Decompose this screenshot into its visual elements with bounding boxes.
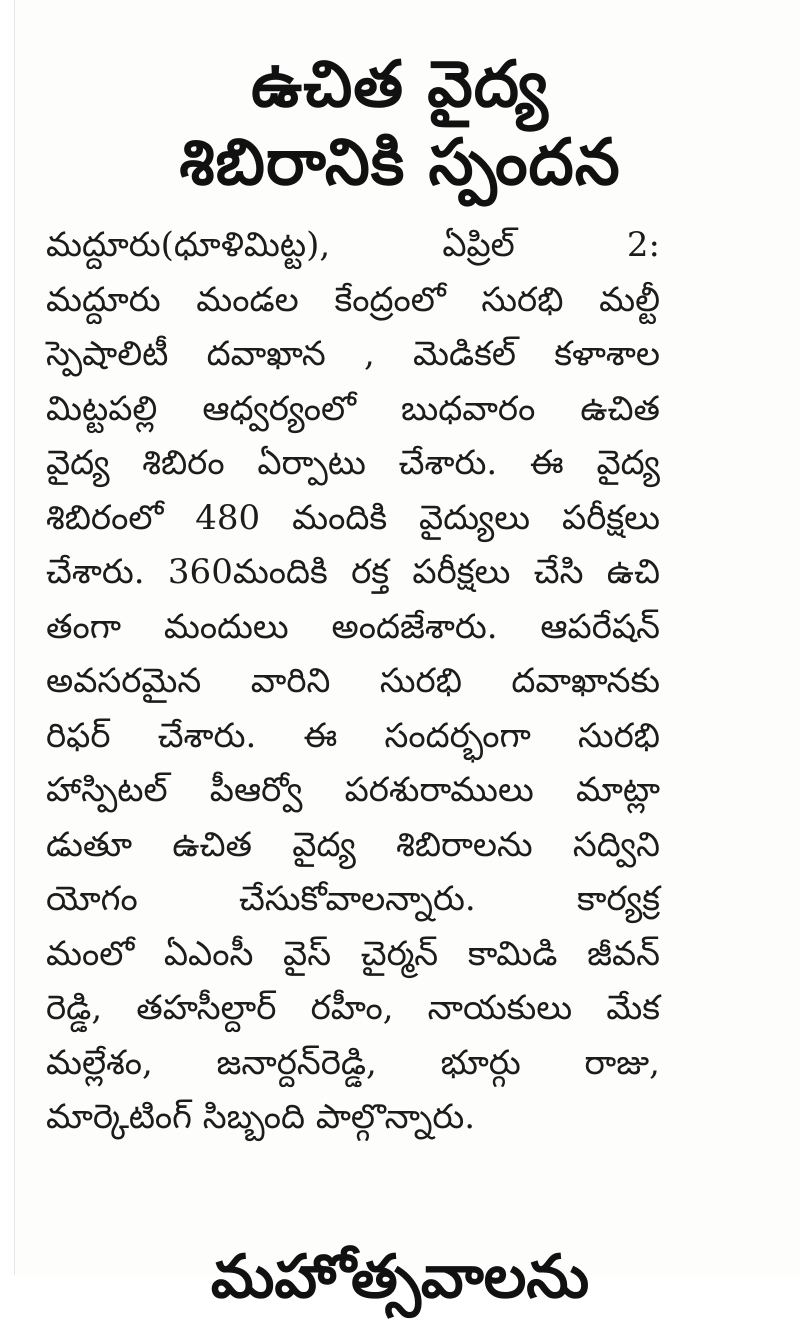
- body-line: చేశారు. 360మందికి రక్త పరీక్షలు చేసి ఉచి: [46, 552, 660, 592]
- body-line: మిట్టపల్లి ఆధ్వర్యంలో బుధవారం ఉచిత: [46, 388, 660, 429]
- page-edge: [0, 0, 15, 1275]
- body-line: రెడ్డి, తహసీల్దార్ రహీం, నాయకులు మేక: [46, 988, 660, 1028]
- body-line: తంగా మందులు అందజేశారు. ఆపరేషన్: [46, 606, 660, 647]
- body-line: డుతూ ఉచిత వైద్య శిబిరాలను సద్విని: [46, 824, 660, 865]
- body-line: అవసరమైన వారిని సురభి దవాఖానకు: [46, 661, 660, 701]
- headline-line-2: శిబిరానికి స్పందన: [179, 126, 621, 200]
- body-line: మద్దూరు మండల కేంద్రంలో సురభి మల్టీ: [46, 279, 660, 320]
- article-body: [46, 218, 660, 1145]
- body-line: మద్దూరు(ధూళిమిట్ట), ఏప్రిల్ 2:: [46, 225, 660, 265]
- next-article-headline: మహోత్సవాలను: [210, 1242, 590, 1312]
- body-line: హాస్పిటల్ పీఆర్వో పరశురాములు మాట్లా: [46, 770, 660, 810]
- headline-line-1: ఉచిత వైద్య: [251, 48, 549, 122]
- body-line: మార్కెటింగ్ సిబ్బంది పాల్గొన్నారు.: [46, 1097, 476, 1137]
- body-line: రిఫర్ చేశారు. ఈ సందర్భంగా సురభి: [46, 715, 660, 756]
- body-line: మంలో ఏఎంసీ వైస్ చైర్మన్ కామిడి జీవన్: [46, 933, 660, 974]
- body-line: శిబిరంలో 480 మందికి వైద్యులు పరీక్షలు: [46, 497, 660, 538]
- body-line: మల్లేశం, జనార్దన్‌రెడ్డి, భూర్గు రాజు,: [46, 1042, 660, 1083]
- body-line: వైద్య శిబిరం ఏర్పాటు చేశారు. ఈ వైద్య: [46, 443, 660, 483]
- body-line: యోగం చేసుకోవాలన్నారు. కార్యక్ర: [46, 879, 660, 919]
- body-line: స్పెషాలిటీ దవాఖాన , మెడికల్ కళాశాల: [46, 334, 660, 374]
